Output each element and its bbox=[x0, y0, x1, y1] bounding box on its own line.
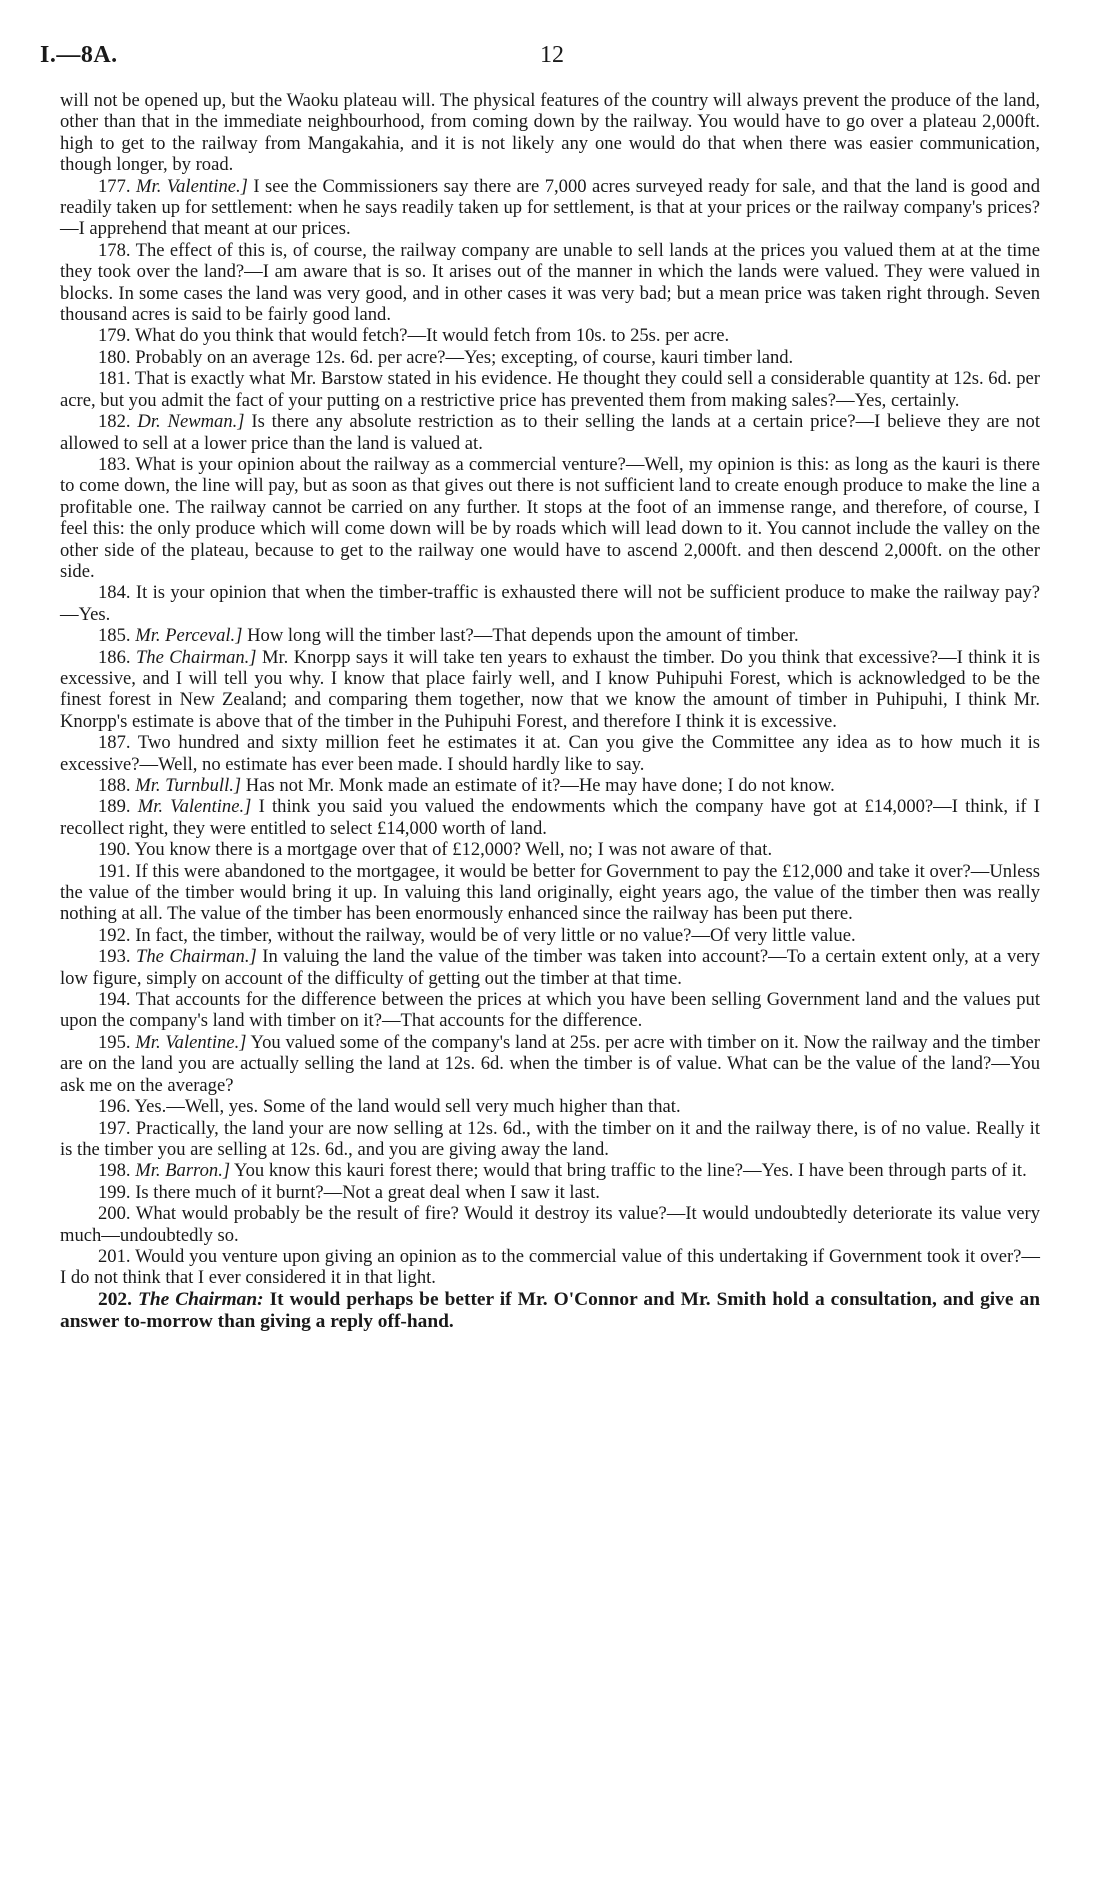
question-198: 198. Mr. Barron.] You know this kauri forest there; would that bring traffic to the line?—Yes. I have been through parts of it. bbox=[98, 1160, 1027, 1182]
document-reference: I.—8A. bbox=[40, 42, 118, 68]
question-201: 201. Would you venture upon giving an opinion as to the commercial value of this undertaking if Government took it over?—I do not think that I ever considered it in that light. bbox=[60, 1245, 1040, 1289]
question-200: 200. What would probably be the result of fire? Would it destroy its value?—It would undoubtedly deteriorate its value very much—undoubtedly so. bbox=[60, 1203, 1040, 1246]
speaker: The Chairman.] bbox=[135, 646, 257, 668]
question-188: 188. Mr. Turnbull.] Has not Mr. Monk made an estimate of it?—He may have done; I do not know. bbox=[98, 775, 835, 796]
question-191: 191. If this were abandoned to the mortgagee, it would be better for Government to pay the £12,000 and take it over?—Unless the value of the timber would bring it up. In valuing this land originally, eight years ago, the value of the timber then was really nothing at all. The value of the timber has been enormously enhanced since the railway has been put there. bbox=[60, 860, 1040, 925]
question-186: 186. The Chairman.] Mr. Knorpp says it will take ten years to exhaust the timber. Do you think that excessive?—I think it is excessive, and I will tell you why. I know that place fairly well, and I know Puhipuhi Forest, which is acknowledged to be the finest forest in New Zealand; and comparing them together, now that we know the amount of timber in Puhipuhi, I think Mr. Knorpp's estimate is above that of the timber in the Puhipuhi Forest, and therefore I think it is excessive. bbox=[60, 646, 1041, 732]
speaker: Mr. Barron.] bbox=[135, 1160, 231, 1182]
speaker: Mr. Turnbull.] bbox=[135, 775, 242, 796]
question-195: 195. Mr. Valentine.] You valued some of the company's land at 25s. per acre with timber on it. Now the railway and the timber are on the land you are actually selling the land at 12s. 6d. when the timber is of value. What can be the value of the land?—You ask me on the average? bbox=[60, 1031, 1040, 1096]
speaker: Mr. Valentine.] bbox=[137, 796, 252, 818]
question-179: 179. What do you think that would fetch?—It would fetch from 10s. to 25s. per acre. bbox=[98, 325, 730, 347]
question-189: 189. Mr. Valentine.] I think you said you valued the endowments which the company have got at £14,000?—I think, if I recollect right, they were entitled to select £14,000 worth of land. bbox=[60, 796, 1040, 839]
question-182: 182. Dr. Newman.] Is there any absolute restriction as to their selling the lands at a certain price?—I believe they are not allowed to sell at a lower price than the land is valued at. bbox=[60, 411, 1040, 454]
page-number: 12 bbox=[540, 42, 564, 68]
speaker: Mr. Valentine.] bbox=[136, 175, 248, 197]
question-181: 181. That is exactly what Mr. Barstow stated in his evidence. He thought they could sell a considerable quantity at 12s. 6d. per acre, but you admit the fact of your putting on a restrictive price has prevented them from making sales?—Yes, certainly. bbox=[60, 368, 1040, 411]
question-197: 197. Practically, the land your are now selling at 12s. 6d., with the timber on it and the railway there, is of no value. Really it is the timber you are selling at 12s. 6d., and you are giving away the land. bbox=[60, 1117, 1041, 1160]
question-190: 190. You know there is a mortgage over that of £12,000? Well, no; I was not aware of that. bbox=[98, 839, 773, 861]
document-page bbox=[40, 42, 1041, 1333]
question-193: 193. The Chairman.] In valuing the land the value of the timber was taken into account?—To a certain extent only, at a very low figure, simply on account of the difficulty of getting out the timber at that time. bbox=[60, 946, 1040, 989]
speaker: Mr. Perceval.] bbox=[135, 625, 243, 647]
question-199: 199. Is there much of it burnt?—Not a great deal when I saw it last. bbox=[98, 1181, 600, 1203]
minutes-of-evidence bbox=[60, 90, 1040, 1333]
question-196: 196. Yes.—Well, yes. Some of the land would sell very much higher than that. bbox=[98, 1096, 681, 1118]
question-183: 183. What is your opinion about the railway as a commercial venture?—Well, my opinion is this: as long as the kauri is there to come down, the line will pay, but as soon as that gives out there is not sufficient land to create enough produce to make the line a profitable one. The railway cannot be carried on any further. It stops at the foot of an immense range, and therefore, of course, I feel this: the only produce which will come down will be by roads which will lead down to it. You cannot include the valley on the other side of the plateau, because to get to the railway one would have to ascend 2,000ft. and then descend 2,000ft. on the other side. bbox=[60, 453, 1040, 582]
speaker: The Chairman.] bbox=[136, 946, 257, 968]
speaker: The Chairman: bbox=[137, 1288, 264, 1310]
question-178: 178. The effect of this is, of course, the railway company are unable to sell lands at the prices you valued them at at the time they took over the land?—I am aware that is so. It arises out of the manner in which the lands were valued. They were valued in blocks. In some cases the land was very good, and in other cases it was very bad; but a mean price was taken right through. Seven thousand acres is said to be fairly good land. bbox=[60, 239, 1040, 326]
speaker: Mr. Valentine.] bbox=[135, 1031, 247, 1053]
question-192: 192. In fact, the timber, without the railway, would be of very little or no value?—Of very little value. bbox=[98, 924, 856, 946]
question-177: 177. Mr. Valentine.] I see the Commissioners say there are 7,000 acres surveyed ready for sale, and that the land is good and readily taken up for settlement: when he says readily taken up for settlement, is that at your prices or the railway company's prices?—I apprehend that meant at our prices. bbox=[60, 175, 1040, 240]
question-185: 185. Mr. Perceval.] How long will the timber last?—That depends upon the amount of timber. bbox=[98, 625, 799, 647]
paragraph-continuation: will not be opened up, but the Waoku plateau will. The physical features of the country will always prevent the produce of the land, other than that in the immediate neighbourhood, from coming down by the railway. You would have to go over a plateau 2,000ft. high to get to the railway from Mangakahia, and it is not likely any one would do that when there was easier communication, though longer, by road. bbox=[60, 90, 1040, 176]
question-187: 187. Two hundred and sixty million feet he estimates it at. Can you give the Committee any idea as to how much it is excessive?—Well, no estimate has ever been made. I should hardly like to say. bbox=[60, 732, 1040, 775]
page-header bbox=[40, 42, 1040, 78]
speaker: Dr. Newman.] bbox=[137, 411, 245, 433]
question-184: 184. It is your opinion that when the timber-traffic is exhausted there will not be sufficient produce to make the railway pay?—Yes. bbox=[60, 582, 1041, 625]
question-202: 202. The Chairman: It would perhaps be better if Mr. O'Connor and Mr. Smith hold a consultation, and give an answer to-morrow than giving a reply off-hand. bbox=[60, 1288, 1040, 1332]
question-180: 180. Probably on an average 12s. 6d. per acre?—Yes; excepting, of course, kauri timber land. bbox=[98, 346, 794, 368]
question-194: 194. That accounts for the difference between the prices at which you have been selling Government land and the values put upon the company's land with timber on it?—That accounts for the difference. bbox=[60, 989, 1041, 1032]
